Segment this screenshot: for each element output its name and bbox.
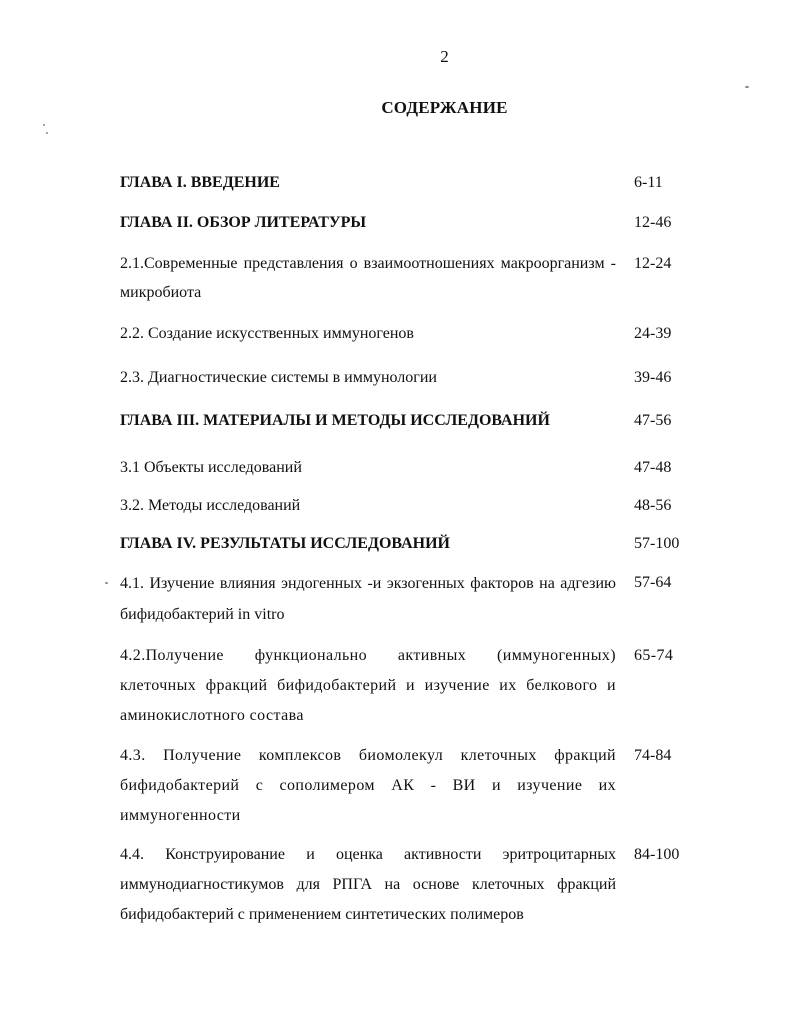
toc-entry-pages: 12-46 [634,214,672,231]
toc-entry-text: 3.1 Объекты исследований [120,459,302,476]
toc-entry-text: 2.1.Современные представления о взаимоотношениях макроорганизм - микробиота [120,255,616,301]
scan-speck [43,124,45,126]
toc-entry-pages: 12-24 [634,255,672,272]
scan-speck [745,86,749,88]
toc-title: СОДЕРЖАНИЕ [381,98,508,117]
scan-speck [46,132,48,134]
toc-entry-text: ГЛАВА III. МАТЕРИАЛЫ И МЕТОДЫ ИССЛЕДОВАНИЙ [120,412,550,429]
toc-entry-pages: 47-56 [634,412,672,429]
toc-entry-text: 4.1. Изучение влияния эндогенных -и экзогенных факторов на адгезию бифидобактерий in vitro [120,575,616,623]
toc-entry-pages: 48-56 [634,497,672,514]
toc-entry-text: ГЛАВА II. ОБЗОР ЛИТЕРАТУРЫ [120,214,367,231]
scan-speck [105,582,108,584]
toc-entry-pages: 6-11 [634,174,663,191]
toc-entry-text: 2.3. Диагностические системы в иммунологии [120,369,437,386]
toc-entry-pages: 74-84 [634,747,672,764]
toc-entry-text: 3.2. Методы исследований [120,497,301,514]
toc-entry-pages: 57-64 [634,574,672,591]
toc-entry-text: 4.3. Получение комплексов биомолекул клеточных фракций бифидобактерий с сополимером АК - ВИ и изучение их иммуногенности [120,747,616,824]
toc-entry-text: 4.2.Получение функционально активных (иммуногенных) клеточных фракций бифидобактерий и изучение их белкового и аминокислотного состава [120,647,616,724]
toc-entry-pages: 57-100 [634,535,680,552]
toc-entry-pages: 65-74 [634,647,674,664]
toc-entry-text: 4.4. Конструирование и оценка активности эритроцитарных иммунодиагностикумов для РПГА на основе клеточных фракций бифидобактерий с применением синтетических полимеров [120,846,616,923]
toc-entry-text: ГЛАВА IV. РЕЗУЛЬТАТЫ ИССЛЕДОВАНИЙ [120,535,450,552]
page-number: 2 [440,47,449,66]
toc-entry-text: ГЛАВА I. ВВЕДЕНИЕ [120,174,280,191]
toc-entry-pages: 47-48 [634,459,672,476]
toc-entry-pages: 84-100 [634,846,680,863]
toc-entry-text: 2.2. Создание искусственных иммуногенов [120,325,414,342]
toc-entry-pages: 24-39 [634,325,672,342]
toc-entry-pages: 39-46 [634,369,672,386]
